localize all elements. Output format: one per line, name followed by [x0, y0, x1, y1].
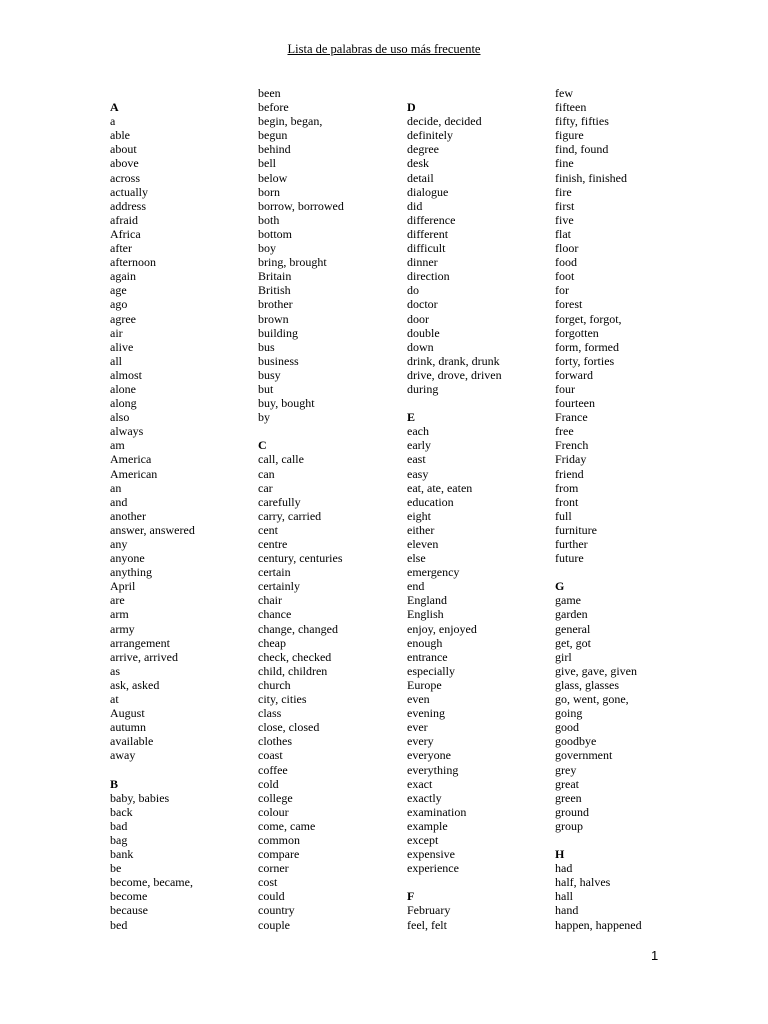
- word-entry: Friday: [555, 452, 587, 467]
- blank-line: [407, 875, 552, 889]
- word-entry: forgotten: [555, 325, 599, 340]
- word-entry: except: [407, 832, 439, 847]
- word-entry: college: [258, 790, 293, 805]
- word-entry: cost: [258, 875, 278, 890]
- word-entry: at: [110, 692, 119, 707]
- word-entry: across: [110, 170, 140, 185]
- word-entry: church: [258, 677, 291, 692]
- word-entry: example: [407, 818, 448, 833]
- word-entry: everyone: [407, 748, 451, 763]
- word-entry: figure: [555, 128, 584, 143]
- word-entry: hall: [555, 889, 573, 904]
- word-entry: become: [110, 889, 148, 904]
- word-entry: brother: [258, 297, 293, 312]
- word-entry: foot: [555, 269, 575, 284]
- word-entry: car: [258, 480, 273, 495]
- word-entry: did: [407, 198, 423, 213]
- word-entry: but: [258, 381, 274, 396]
- word-entry: fine: [555, 156, 574, 171]
- word-entry: eight: [407, 508, 431, 523]
- word-entry: garden: [555, 607, 588, 622]
- word-entry: dialogue: [407, 184, 449, 199]
- word-entry: first: [555, 198, 575, 213]
- word-entry: bus: [258, 339, 275, 354]
- word-entry: bed: [110, 917, 128, 932]
- letter-heading: G: [555, 579, 565, 594]
- word-entry: and: [110, 494, 128, 509]
- word-entry: door: [407, 311, 429, 326]
- letter-heading: H: [555, 847, 565, 862]
- word-entry: fire: [555, 184, 572, 199]
- word-entry: child, children: [258, 663, 328, 678]
- word-entry: east: [407, 452, 426, 467]
- word-entry: end: [407, 579, 425, 594]
- word-entry: forest: [555, 297, 583, 312]
- blank-line: [407, 396, 552, 410]
- word-entry: borrow, borrowed: [258, 198, 344, 213]
- word-entry: coast: [258, 748, 283, 763]
- word-entry: February: [407, 903, 451, 918]
- word-entry: certainly: [258, 579, 300, 594]
- word-entry: girl: [555, 649, 572, 664]
- word-entry: definitely: [407, 128, 453, 143]
- word-entry: half, halves: [555, 875, 611, 890]
- word-entry: all: [110, 353, 122, 368]
- word-entry: furniture: [555, 522, 597, 537]
- word-entry: eat, ate, eaten: [407, 480, 473, 495]
- word-entry: form, formed: [555, 339, 619, 354]
- word-entry: happen, happened: [555, 917, 642, 932]
- word-entry: hand: [555, 903, 579, 918]
- word-entry: forget, forgot,: [555, 311, 622, 326]
- word-entry: expensive: [407, 847, 455, 862]
- word-entry: August: [110, 706, 145, 721]
- word-entry: forty, forties: [555, 353, 615, 368]
- word-entry: agree: [110, 311, 136, 326]
- word-entry: bell: [258, 156, 276, 171]
- word-entry: class: [258, 706, 282, 721]
- word-entry: carefully: [258, 494, 301, 509]
- word-entry: full: [555, 508, 572, 523]
- word-entry: century, centuries: [258, 551, 343, 566]
- word-entry: corner: [258, 861, 289, 876]
- word-entry: drink, drank, drunk: [407, 353, 500, 368]
- word-entry: call, calle: [258, 452, 304, 467]
- word-entry: grey: [555, 762, 577, 777]
- word-entry: England: [407, 593, 447, 608]
- word-entry: cent: [258, 522, 278, 537]
- word-entry: finish, finished: [555, 170, 627, 185]
- word-entry: five: [555, 212, 574, 227]
- word-entry: four: [555, 381, 575, 396]
- word-entry: come, came: [258, 818, 316, 833]
- word-entry: afternoon: [110, 255, 156, 270]
- word-entry: building: [258, 325, 299, 340]
- word-entry: fifty, fifties: [555, 114, 609, 129]
- word-entry: food: [555, 255, 577, 270]
- word-entry: busy: [258, 367, 281, 382]
- word-entry: carry, carried: [258, 508, 322, 523]
- word-entry: colour: [258, 804, 289, 819]
- word-entry: along: [110, 396, 137, 411]
- word-entry: during: [407, 381, 439, 396]
- word-entry: game: [555, 593, 581, 608]
- word-entry: bring, brought: [258, 255, 327, 270]
- word-entry: business: [258, 353, 299, 368]
- word-entry: an: [110, 480, 122, 495]
- word-entry: are: [110, 593, 125, 608]
- word-entry: almost: [110, 367, 142, 382]
- word-entry: any: [110, 537, 128, 551]
- word-entry: experience: [407, 861, 459, 876]
- word-entry: close, closed: [258, 720, 320, 735]
- word-entry: detail: [407, 170, 434, 185]
- word-entry: Britain: [258, 269, 292, 284]
- word-entry: double: [407, 325, 440, 340]
- letter-heading: A: [110, 100, 119, 115]
- word-entry: decide, decided: [407, 114, 482, 129]
- word-entry: because: [110, 903, 148, 918]
- word-entry: bad: [110, 818, 128, 833]
- word-entry: country: [258, 903, 295, 918]
- word-entry: April: [110, 579, 136, 594]
- letter-heading: F: [407, 889, 415, 904]
- word-entry: from: [555, 480, 579, 495]
- word-column-1: [110, 86, 255, 932]
- word-entry: chair: [258, 593, 282, 608]
- blank-line: [555, 833, 700, 847]
- letter-heading: C: [258, 438, 267, 453]
- word-column-4: [555, 86, 700, 932]
- word-entry: down: [407, 339, 434, 354]
- word-entry: bank: [110, 847, 134, 862]
- word-entry: baby, babies: [110, 790, 170, 805]
- word-entry: air: [110, 325, 123, 340]
- word-entry: few: [555, 86, 573, 100]
- word-entry: before: [258, 100, 289, 115]
- word-entry: certain: [258, 565, 291, 580]
- word-entry: begun: [258, 128, 288, 143]
- word-entry: alive: [110, 339, 134, 354]
- word-entry: France: [555, 410, 588, 425]
- word-entry: Europe: [407, 677, 442, 692]
- word-entry: for: [555, 283, 569, 298]
- word-entry: bag: [110, 832, 128, 847]
- word-entry: buy, bought: [258, 396, 315, 411]
- letter-heading: B: [110, 776, 119, 791]
- word-entry: couple: [258, 917, 290, 932]
- word-entry: do: [407, 283, 419, 298]
- word-entry: early: [407, 438, 431, 453]
- word-entry: both: [258, 212, 280, 227]
- blank-line: [258, 424, 403, 438]
- letter-heading: E: [407, 410, 416, 425]
- word-entry: brown: [258, 311, 289, 326]
- word-entry: Africa: [110, 226, 141, 241]
- word-entry: bottom: [258, 226, 293, 241]
- word-entry: also: [110, 410, 130, 425]
- word-entry: cheap: [258, 635, 286, 650]
- word-entry: direction: [407, 269, 450, 284]
- word-entry: able: [110, 128, 130, 143]
- word-entry: age: [110, 283, 127, 298]
- word-entry: evening: [407, 706, 445, 721]
- word-entry: could: [258, 889, 285, 904]
- word-entry: going: [555, 706, 583, 721]
- word-entry: a: [110, 114, 116, 129]
- word-entry: go, went, gone,: [555, 692, 629, 707]
- word-entry: am: [110, 438, 125, 453]
- word-entry: alone: [110, 381, 136, 396]
- word-entry: green: [555, 790, 582, 805]
- word-entry: good: [555, 720, 579, 735]
- word-entry: fifteen: [555, 100, 587, 115]
- word-entry: free: [555, 424, 574, 439]
- word-entry: government: [555, 748, 613, 763]
- word-entry: away: [110, 748, 136, 763]
- word-entry: future: [555, 551, 584, 566]
- word-entry: about: [110, 142, 137, 157]
- word-entry: exact: [407, 776, 433, 791]
- word-entry: above: [110, 156, 139, 171]
- word-entry: find, found: [555, 142, 609, 157]
- word-entry: arrangement: [110, 635, 170, 650]
- word-entry: forward: [555, 367, 593, 382]
- word-entry: group: [555, 818, 583, 833]
- word-entry: entrance: [407, 649, 448, 664]
- word-entry: easy: [407, 466, 429, 481]
- word-entry: drive, drove, driven: [407, 367, 502, 382]
- word-entry: coffee: [258, 762, 288, 777]
- word-entry: general: [555, 621, 591, 636]
- word-entry: another: [110, 508, 146, 523]
- word-entry: flat: [555, 226, 571, 241]
- word-entry: examination: [407, 804, 467, 819]
- word-entry: French: [555, 438, 589, 453]
- word-entry: answer, answered: [110, 522, 195, 537]
- word-entry: each: [407, 424, 429, 439]
- word-entry: British: [258, 283, 291, 298]
- word-entry: back: [110, 804, 133, 819]
- word-entry: afraid: [110, 212, 138, 227]
- word-entry: boy: [258, 241, 276, 256]
- word-entry: even: [407, 692, 430, 707]
- word-entry: arrive, arrived: [110, 649, 178, 664]
- word-entry: arm: [110, 607, 129, 622]
- word-entry: born: [258, 184, 280, 199]
- word-column-3: [407, 86, 552, 932]
- word-entry: especially: [407, 663, 455, 678]
- word-entry: after: [110, 241, 132, 256]
- word-entry: behind: [258, 142, 291, 157]
- word-entry: address: [110, 198, 146, 213]
- blank-line: [110, 763, 255, 777]
- word-entry: be: [110, 861, 122, 876]
- word-entry: centre: [258, 537, 288, 551]
- word-entry: get, got: [555, 635, 591, 650]
- word-entry: enjoy, enjoyed: [407, 621, 477, 636]
- blank-line: [555, 565, 700, 579]
- word-entry: as: [110, 663, 120, 678]
- word-entry: available: [110, 734, 154, 749]
- word-entry: compare: [258, 847, 300, 862]
- word-entry: desk: [407, 156, 429, 171]
- word-entry: dinner: [407, 255, 438, 270]
- word-entry: doctor: [407, 297, 438, 312]
- word-entry: army: [110, 621, 135, 636]
- word-entry: become, became,: [110, 875, 193, 890]
- word-entry: different: [407, 226, 449, 241]
- word-entry: emergency: [407, 565, 460, 580]
- word-entry: begin, began,: [258, 114, 323, 129]
- word-entry: ever: [407, 720, 428, 735]
- word-entry: else: [407, 551, 426, 566]
- page-number: 1: [651, 948, 659, 963]
- word-entry: front: [555, 494, 579, 509]
- word-entry: exactly: [407, 790, 442, 805]
- word-entry: ago: [110, 297, 128, 312]
- word-entry: been: [258, 86, 281, 100]
- word-entry: cold: [258, 776, 279, 791]
- word-entry: friend: [555, 466, 584, 481]
- word-entry: everything: [407, 762, 459, 777]
- word-entry: America: [110, 452, 152, 467]
- word-entry: chance: [258, 607, 292, 622]
- blank-line: [407, 86, 552, 100]
- word-column-2: [258, 86, 403, 932]
- word-entry: always: [110, 424, 144, 439]
- word-entry: clothes: [258, 734, 292, 749]
- word-entry: eleven: [407, 537, 439, 551]
- word-entry: ask, asked: [110, 677, 160, 692]
- document-title: Lista de palabras de uso más frecuente: [287, 42, 481, 56]
- word-entry: had: [555, 861, 573, 876]
- word-entry: feel, felt: [407, 917, 447, 932]
- word-entry: goodbye: [555, 734, 597, 749]
- word-entry: autumn: [110, 720, 146, 735]
- word-entry: floor: [555, 241, 579, 256]
- word-entry: degree: [407, 142, 439, 157]
- word-entry: ground: [555, 804, 589, 819]
- word-entry: difference: [407, 212, 456, 227]
- word-entry: further: [555, 537, 588, 551]
- word-entry: American: [110, 466, 158, 481]
- word-entry: enough: [407, 635, 443, 650]
- word-entry: difficult: [407, 241, 446, 256]
- word-entry: change, changed: [258, 621, 338, 636]
- word-entry: below: [258, 170, 288, 185]
- word-entry: give, gave, given: [555, 663, 637, 678]
- word-entry: every: [407, 734, 434, 749]
- word-entry: great: [555, 776, 579, 791]
- word-entry: by: [258, 410, 270, 425]
- word-entry: again: [110, 269, 136, 284]
- word-entry: anyone: [110, 551, 145, 566]
- word-entry: can: [258, 466, 275, 481]
- word-entry: education: [407, 494, 454, 509]
- word-entry: fourteen: [555, 396, 595, 411]
- letter-heading: D: [407, 100, 416, 115]
- word-entry: English: [407, 607, 444, 622]
- word-entry: either: [407, 522, 435, 537]
- word-entry: check, checked: [258, 649, 332, 664]
- blank-line: [110, 86, 255, 100]
- word-entry: actually: [110, 184, 148, 199]
- word-entry: glass, glasses: [555, 677, 619, 692]
- word-entry: anything: [110, 565, 152, 580]
- word-entry: common: [258, 832, 300, 847]
- word-entry: city, cities: [258, 692, 307, 707]
